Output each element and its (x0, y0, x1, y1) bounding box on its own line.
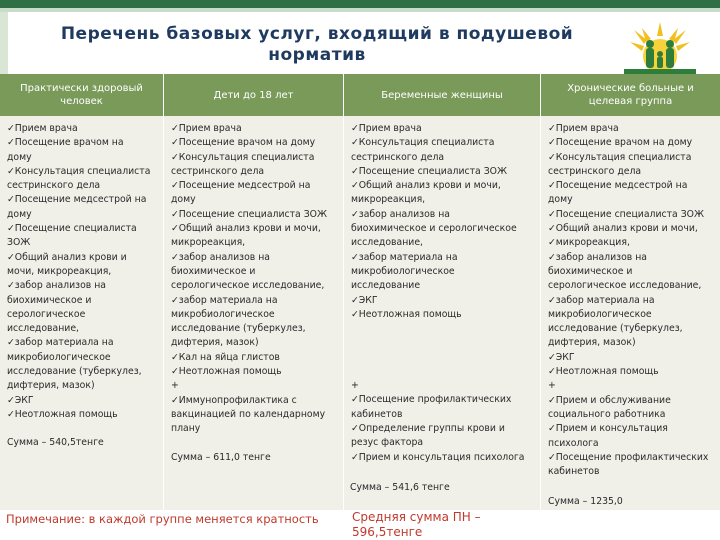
list-item: ✓забор анализов на (548, 251, 648, 263)
services-table (0, 74, 720, 510)
family-sun-logo-icon (620, 20, 700, 76)
page-title-line1: Перечень базовых услуг, входящий в подушевой (60, 24, 574, 44)
list-item: ✓Посещение специалиста ЗОЖ (351, 165, 508, 177)
list-item: биохимическое и (548, 265, 633, 277)
list-item: плану (171, 423, 201, 435)
list-item: ✓Кал на яйца глистов (171, 351, 280, 363)
list-item: ✓Определение группы крови и (351, 423, 505, 435)
list-item: дому (548, 194, 573, 206)
list-item: микробиологическое (351, 265, 455, 277)
column-children-items (164, 116, 343, 465)
column-header-healthy: Практически здоровый человек (0, 74, 163, 116)
list-item: ✓Общий анализ крови и мочи, (171, 223, 321, 235)
list-item: ✓Посещение специалиста (7, 223, 137, 235)
list-item: социального работника (548, 408, 666, 420)
list-item: кабинетов (548, 466, 600, 478)
list-item: ✓забор материала на (351, 251, 458, 263)
list-item: ✓Консультация специалиста (7, 165, 151, 177)
list-item: дому (7, 208, 32, 220)
list-item: + (548, 380, 556, 392)
list-item: + (351, 380, 359, 392)
list-item: ✓Общий анализ крови и мочи, (351, 180, 501, 192)
list-item: сестринского дела (171, 165, 265, 177)
page-title-line2: норматив (268, 45, 366, 65)
list-item: + (171, 380, 179, 392)
list-item: ✓Посещение врачом на дому (548, 137, 693, 149)
list-item: ✓Консультация специалиста (171, 151, 315, 163)
list-item: ✓Прием и консультация (548, 423, 668, 435)
list-item: исследование, (7, 323, 80, 335)
average-sum-line1: Средняя сумма ПН – (352, 510, 481, 524)
column-chronic-items (541, 116, 720, 479)
list-item: ✓Прием и консультация психолога (351, 451, 525, 463)
list-item: микрореакция, (351, 194, 426, 206)
list-item: кабинетов (351, 408, 403, 420)
list-item: сестринского дела (548, 165, 642, 177)
list-item: сестринского дела (7, 180, 101, 192)
column-header-pregnant: Беременные женщины (344, 74, 540, 116)
list-item: ✓Посещение профилактических (351, 394, 512, 406)
list-item: ✓Прием врача (351, 123, 422, 134)
top-accent-bar-light (0, 8, 720, 12)
list-item: ✓Неотложная помощь (548, 366, 659, 378)
list-item: ✓микрореакция, (548, 237, 630, 249)
column-healthy (0, 116, 163, 510)
list-item: исследование (туберкулез, (548, 323, 683, 335)
column-divider (343, 74, 344, 510)
list-item: сестринского дела (351, 151, 445, 163)
column-pregnant-spacer (351, 322, 536, 379)
list-item: биохимическое и (171, 265, 256, 277)
footnote: Примечание: в каждой группе меняется кратность (6, 512, 319, 526)
list-item: ✓Консультация специалиста (548, 151, 692, 163)
list-item: серологическое (7, 308, 86, 320)
average-sum-line2: 596,5тенге (352, 525, 423, 539)
list-item: микробиологическое (7, 351, 111, 363)
page-title (22, 24, 612, 66)
column-header-children: Дети до 18 лет (164, 74, 343, 116)
column-pregnant-sum: Сумма – 541,6 тенге (350, 482, 450, 493)
list-item: ✓ЭКГ (351, 294, 378, 306)
list-item: ✓Консультация специалиста (351, 137, 495, 149)
list-item: ✓Неотложная помощь (351, 308, 462, 320)
list-item: ✓Прием и обслуживание (548, 394, 671, 406)
column-header-chronic: Хронические больные и целевая группа (541, 74, 720, 116)
list-item: ✓ЭКГ (7, 394, 34, 406)
list-item: ✓Прием врача (7, 123, 78, 134)
list-item: ✓Общий анализ крови и (7, 251, 127, 263)
list-item: мочи, микрореакция, (7, 265, 112, 277)
column-pregnant (344, 116, 540, 510)
column-divider (540, 74, 541, 510)
list-item: вакцинацией по календарному (171, 408, 326, 420)
list-item: ✓Посещение медсестрой на (7, 194, 147, 206)
list-item: ✓Посещение медсестрой на (548, 180, 688, 192)
list-item: дому (171, 194, 196, 206)
list-item: ✓Неотложная помощь (171, 366, 282, 378)
left-accent-stripe (0, 12, 8, 76)
list-item: ✓забор анализов на (171, 251, 271, 263)
list-item: биохимическое и серологическое (351, 223, 517, 235)
list-item: ✓забор анализов на (7, 280, 107, 292)
list-item: дифтерия, мазок) (171, 337, 259, 349)
list-item: дифтерия, мазок) (7, 380, 95, 392)
list-item: ✓забор материала на (7, 337, 114, 349)
list-item: ✓Иммунопрофилактика с (171, 394, 297, 406)
list-item: дому (7, 151, 32, 163)
list-item: ✓забор материала на (548, 294, 655, 306)
list-item: ✓Посещение врачом на дому (171, 137, 316, 149)
column-divider (163, 74, 164, 510)
list-item: исследование (туберкулез, (7, 366, 142, 378)
list-item: ✓забор материала на (171, 294, 278, 306)
list-item: ✓ЭКГ (548, 351, 575, 363)
top-accent-bar (0, 0, 720, 8)
column-children (164, 116, 343, 510)
list-item: ✓Общий анализ крови и мочи, (548, 223, 698, 235)
list-item: ✓Прием врача (171, 123, 242, 134)
list-item: серологическое исследование, (171, 280, 325, 292)
list-item: ✓Посещение специалиста ЗОЖ (548, 208, 705, 220)
list-item: ЗОЖ (7, 237, 31, 249)
list-item: исследование (351, 280, 421, 292)
list-item: биохимическое и (7, 294, 92, 306)
list-item: микробиологическое (171, 308, 275, 320)
list-item: микрореакция, (171, 237, 246, 249)
list-item: микробиологическое (548, 308, 652, 320)
list-item: ✓забор анализов на (351, 208, 451, 220)
list-item: серологическое исследование, (548, 280, 702, 292)
list-item: резус фактора (351, 437, 424, 449)
column-children-sum: Сумма – 611,0 тенге (171, 451, 271, 463)
column-healthy-items (0, 116, 163, 451)
list-item: психолога (548, 437, 599, 449)
column-pregnant-items (344, 116, 540, 465)
list-item: дифтерия, мазок) (548, 337, 636, 349)
column-chronic (541, 116, 720, 510)
list-item: ✓Посещение медсестрой на (171, 180, 311, 192)
list-item: исследование (туберкулез, (171, 323, 306, 335)
list-item: ✓Посещение профилактических (548, 451, 709, 463)
list-item: исследование, (351, 237, 424, 249)
list-item: ✓Посещение врачом на (7, 137, 124, 149)
column-chronic-sum: Сумма – 1235,0 (548, 496, 623, 507)
list-item: ✓Неотложная помощь (7, 408, 118, 420)
average-sum-note (352, 510, 522, 540)
column-healthy-sum: Сумма – 540,5тенге (7, 437, 104, 449)
list-item: ✓Посещение специалиста ЗОЖ (171, 208, 328, 220)
list-item: ✓Прием врача (548, 123, 619, 134)
